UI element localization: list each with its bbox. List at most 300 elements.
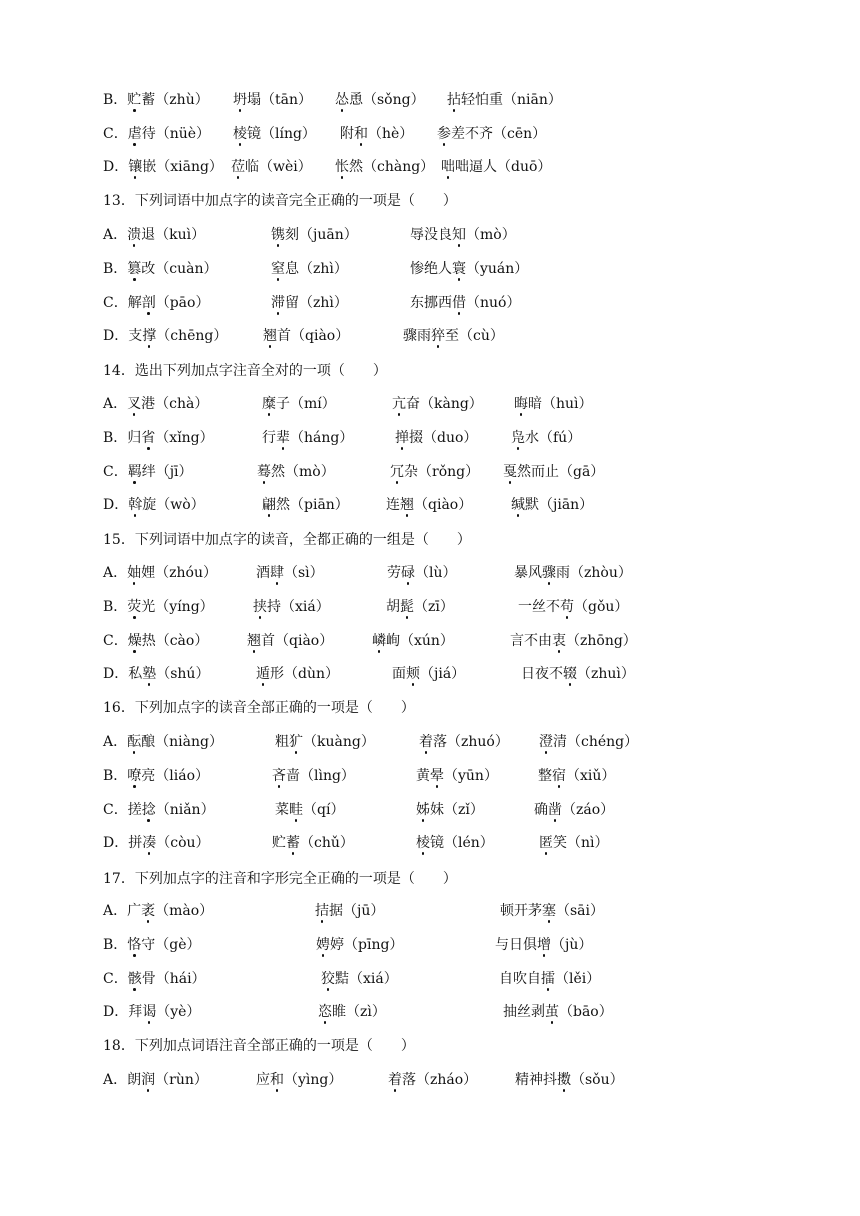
word-suffix: （háng） — [290, 430, 354, 446]
word-suffix: 咄逼人（duō） — [455, 159, 552, 175]
dotted-character: 翘 — [263, 319, 277, 353]
word-prefix: 暴风 — [514, 565, 542, 581]
word-prefix: 自吹自 — [499, 971, 541, 987]
word-item — [511, 421, 581, 455]
word-prefix: 抽丝剥 — [503, 1004, 545, 1020]
word-suffix: 子（mí） — [276, 396, 336, 412]
word-suffix: （kuàng） — [303, 734, 375, 750]
question-stem — [0, 354, 860, 388]
word-item — [256, 657, 339, 691]
dotted-character: 和 — [270, 1063, 284, 1097]
word-prefix: 贮 — [272, 835, 286, 851]
dotted-character: 恣 — [318, 995, 332, 1029]
word-prefix: D．支 — [103, 328, 143, 344]
dotted-character: 辍 — [563, 657, 577, 691]
word-prefix: B． — [103, 92, 128, 108]
word-item — [272, 759, 355, 793]
word-item — [103, 387, 208, 421]
word-item — [410, 252, 528, 286]
word-suffix: （chǔ） — [300, 835, 354, 851]
dotted-character: 糜 — [262, 387, 276, 421]
word-item — [416, 759, 498, 793]
word-item — [103, 759, 209, 793]
word-item — [386, 590, 454, 624]
word-item — [437, 117, 546, 151]
word-prefix: D． — [103, 159, 129, 175]
dotted-character: 翘 — [400, 488, 414, 522]
word-suffix: 酿（niàng） — [141, 734, 223, 750]
dotted-character: 溃 — [127, 218, 141, 252]
word-suffix: 然（mò） — [271, 464, 335, 480]
word-suffix: 镜（lén） — [430, 835, 494, 851]
word-prefix: 整 — [538, 768, 552, 784]
word-item — [103, 252, 218, 286]
dotted-character: 擞 — [557, 1063, 571, 1097]
dotted-character: 荧 — [127, 590, 141, 624]
dotted-character: 塞 — [542, 894, 556, 928]
word-suffix: 黠（xiá） — [335, 971, 398, 987]
word-prefix: 黄 — [416, 768, 430, 784]
question-text: 13．下列词语中加点字的读音完全正确的一项是（ ） — [103, 193, 457, 209]
word-prefix: 酒 — [256, 565, 270, 581]
word-item — [340, 117, 413, 151]
word-suffix: 首（qiào） — [277, 328, 350, 344]
word-suffix: 绊（jī） — [141, 464, 193, 480]
dotted-character: 澄 — [539, 725, 553, 759]
dotted-character: 猝 — [431, 319, 445, 353]
dotted-character: 掸 — [395, 421, 409, 455]
dotted-character: 苟 — [560, 590, 574, 624]
dotted-character: 滞 — [271, 286, 285, 320]
word-item — [386, 488, 472, 522]
question-text: 15．下列词语中加点字的读音，全都正确的一组是（ ） — [103, 532, 471, 548]
option-row — [0, 319, 860, 353]
dotted-character: 蓦 — [257, 455, 271, 489]
dotted-character: 棱 — [233, 117, 247, 151]
dotted-character: 凫 — [511, 421, 525, 455]
word-suffix: 恿（sǒng） — [349, 92, 425, 108]
word-item — [262, 387, 336, 421]
dotted-character: 润 — [141, 1063, 155, 1097]
word-suffix: 水（fú） — [525, 430, 582, 446]
word-item — [518, 590, 628, 624]
word-suffix: 默（jiān） — [525, 497, 594, 513]
word-item — [103, 995, 200, 1029]
word-prefix: B． — [103, 261, 128, 277]
dotted-character: 骤 — [542, 556, 556, 590]
option-row — [0, 928, 860, 962]
word-item — [103, 894, 213, 928]
word-item — [103, 117, 210, 151]
word-suffix: （yè） — [156, 1004, 201, 1020]
dotted-character: 借 — [452, 286, 466, 320]
word-item — [503, 995, 613, 1029]
word-suffix: 杂（rǒng） — [404, 464, 480, 480]
word-item — [416, 826, 494, 860]
word-item — [372, 624, 454, 658]
dotted-character: 参 — [437, 117, 451, 151]
word-prefix: 精神抖 — [515, 1072, 557, 1088]
word-prefix: C． — [103, 126, 128, 142]
word-item — [103, 624, 208, 658]
word-item — [103, 319, 227, 353]
word-suffix: （záo） — [562, 802, 615, 818]
word-item — [271, 218, 358, 252]
word-suffix: （lù） — [415, 565, 457, 581]
question-stem — [0, 523, 860, 557]
dotted-character: 亢 — [392, 387, 406, 421]
dotted-character: 嘹 — [127, 759, 141, 793]
word-item — [272, 826, 354, 860]
word-item — [515, 1063, 624, 1097]
word-prefix: D． — [103, 497, 129, 513]
word-item — [416, 793, 484, 827]
dotted-character: 挟 — [253, 590, 267, 624]
word-item — [321, 962, 398, 996]
dotted-character: 知 — [452, 218, 466, 252]
dotted-character: 虐 — [128, 117, 142, 151]
option-row — [0, 894, 860, 928]
dotted-character: 酝 — [127, 725, 141, 759]
question-stem — [0, 862, 860, 896]
word-suffix: （niǎn） — [155, 802, 215, 818]
word-suffix: 暗（huì） — [528, 396, 593, 412]
dotted-character: 嶙 — [372, 624, 386, 658]
word-suffix: （nuó） — [466, 295, 521, 311]
word-suffix: 光（yíng） — [141, 599, 214, 615]
word-item — [256, 1063, 342, 1097]
word-prefix: 劳 — [387, 565, 401, 581]
word-item — [315, 894, 384, 928]
word-item — [103, 556, 217, 590]
dotted-character: 塾 — [142, 657, 156, 691]
word-item — [103, 218, 205, 252]
word-item — [103, 657, 209, 691]
word-suffix: 骨（hái） — [141, 971, 206, 987]
word-prefix: 确 — [534, 802, 548, 818]
dotted-character: 翘 — [247, 624, 261, 658]
word-suffix: （zhōng） — [566, 633, 637, 649]
dotted-character: 翩 — [262, 488, 276, 522]
word-item — [271, 286, 348, 320]
question-text: 16．下列加点字的读音全部正确的一项是（ ） — [103, 700, 415, 716]
dotted-character: 髭 — [400, 590, 414, 624]
word-prefix: B． — [103, 768, 128, 784]
dotted-character: 拈 — [447, 83, 461, 117]
question-stem — [0, 691, 860, 725]
word-item — [275, 725, 375, 759]
word-prefix: 连 — [386, 497, 400, 513]
word-suffix: 息（zhì） — [285, 261, 348, 277]
dotted-character: 窒 — [271, 252, 285, 286]
word-suffix: （pāo） — [155, 295, 210, 311]
dotted-character: 颊 — [406, 657, 420, 691]
word-suffix: 镜（líng） — [247, 126, 316, 142]
word-prefix: 菜 — [275, 802, 289, 818]
word-suffix: （yuán） — [466, 261, 529, 277]
option-row — [0, 1063, 860, 1097]
word-suffix: （qí） — [303, 802, 345, 818]
word-suffix: 嵌（xiāng） — [142, 159, 223, 175]
word-suffix: （jù） — [551, 937, 593, 953]
dotted-character: 着 — [419, 725, 433, 759]
word-item — [103, 793, 215, 827]
word-prefix: 与日俱 — [495, 937, 537, 953]
word-suffix: （sāi） — [556, 903, 605, 919]
dotted-character: 谒 — [142, 995, 156, 1029]
word-item — [316, 928, 403, 962]
word-prefix: 顿开茅 — [500, 903, 542, 919]
word-suffix: （hè） — [368, 126, 414, 142]
word-suffix: 守（gè） — [141, 937, 201, 953]
word-prefix: B．归 — [103, 430, 142, 446]
word-prefix: 附 — [340, 126, 354, 142]
option-row — [0, 252, 860, 286]
option-row — [0, 218, 860, 252]
word-suffix: 蓄（zhù） — [141, 92, 209, 108]
word-suffix: 据（jū） — [329, 903, 385, 919]
word-suffix: 轻怕重（niān） — [461, 92, 562, 108]
word-suffix: 落（zhuó） — [433, 734, 509, 750]
word-prefix: 粗 — [275, 734, 289, 750]
word-suffix: 塌（tān） — [247, 92, 312, 108]
word-suffix: 然（piān） — [276, 497, 349, 513]
word-item — [521, 657, 635, 691]
word-item — [318, 995, 386, 1029]
word-prefix: D．拜 — [103, 1004, 143, 1020]
word-suffix: 港（chà） — [141, 396, 209, 412]
dotted-character: 衷 — [552, 624, 566, 658]
word-prefix: A． — [103, 396, 128, 412]
word-suffix: 亮（liáo） — [141, 768, 210, 784]
word-prefix: C． — [103, 464, 128, 480]
word-item — [103, 488, 205, 522]
word-item — [387, 556, 457, 590]
dotted-character: 匿 — [539, 826, 553, 860]
option-row — [0, 725, 860, 759]
option-row — [0, 962, 860, 996]
word-suffix: （bāo） — [559, 1004, 613, 1020]
word-suffix: 热（cào） — [141, 633, 209, 649]
word-suffix: （xǐng） — [155, 430, 214, 446]
dotted-character: 捻 — [142, 793, 156, 827]
question-text: 17．下列加点字的注音和字形完全正确的一项是（ ） — [103, 871, 457, 887]
option-row — [0, 826, 860, 860]
word-suffix: 刻（juān） — [285, 227, 358, 243]
word-suffix: 啬（lìng） — [286, 768, 355, 784]
word-suffix: 峋（xún） — [386, 633, 454, 649]
word-suffix: 差不齐（cēn） — [451, 126, 547, 142]
word-suffix: 婷（pīng） — [330, 937, 404, 953]
word-item — [275, 793, 344, 827]
option-row — [0, 556, 860, 590]
word-item — [514, 556, 632, 590]
word-suffix: （jiá） — [420, 666, 466, 682]
word-suffix: 掇（duo） — [409, 430, 478, 446]
word-suffix: （sǒu） — [571, 1072, 624, 1088]
word-suffix: 至（cù） — [445, 328, 504, 344]
question-text: 18．下列加点词语注音全部正确的一项是（ ） — [103, 1038, 415, 1054]
word-item — [257, 455, 335, 489]
word-item — [410, 218, 516, 252]
dotted-character: 茧 — [545, 995, 559, 1029]
word-suffix: （mào） — [155, 903, 214, 919]
word-prefix: 言不由 — [510, 633, 552, 649]
word-item — [103, 962, 206, 996]
word-item — [263, 319, 349, 353]
word-prefix: A．广 — [103, 903, 142, 919]
dotted-character: 镌 — [271, 218, 285, 252]
word-suffix: 形（dùn） — [270, 666, 339, 682]
dotted-character: 肆 — [270, 556, 284, 590]
word-item — [103, 725, 223, 759]
word-suffix: （xiǔ） — [566, 768, 616, 784]
dotted-character: 姊 — [416, 793, 430, 827]
word-item — [233, 83, 312, 117]
word-suffix: 持（xiá） — [267, 599, 330, 615]
dotted-character: 遁 — [256, 657, 270, 691]
word-suffix: （còu） — [156, 835, 210, 851]
word-suffix: （lěi） — [555, 971, 601, 987]
dotted-character: 畦 — [289, 793, 303, 827]
word-item — [103, 1063, 208, 1097]
word-suffix: （shú） — [156, 666, 210, 682]
dotted-character: 娉 — [316, 928, 330, 962]
dotted-character: 镶 — [128, 150, 142, 184]
dotted-character: 袤 — [141, 894, 155, 928]
word-suffix: 待（nüè） — [141, 126, 211, 142]
word-prefix: 日夜不 — [521, 666, 563, 682]
word-item — [271, 252, 348, 286]
option-row — [0, 455, 860, 489]
option-row — [0, 117, 860, 151]
word-item — [103, 455, 193, 489]
word-item — [441, 150, 551, 184]
question-stem — [0, 184, 860, 218]
word-item — [247, 624, 333, 658]
word-item — [253, 590, 330, 624]
word-prefix: 行 — [262, 430, 276, 446]
dotted-character: 羁 — [128, 455, 142, 489]
dotted-character: 犷 — [289, 725, 303, 759]
word-prefix: B． — [103, 937, 128, 953]
dotted-character: 燥 — [128, 624, 142, 658]
dotted-character: 棱 — [416, 826, 430, 860]
word-prefix: 辱没良 — [410, 227, 452, 243]
word-suffix: 落（zháo） — [402, 1072, 478, 1088]
word-item — [335, 150, 434, 184]
word-item — [534, 793, 614, 827]
word-suffix: 临（wèi） — [245, 159, 312, 175]
option-row — [0, 624, 860, 658]
word-prefix: 一丝不 — [518, 599, 560, 615]
word-prefix: C． — [103, 971, 128, 987]
word-prefix: C．解 — [103, 295, 142, 311]
word-prefix: A． — [103, 227, 128, 243]
word-suffix: 然（chàng） — [349, 159, 435, 175]
option-row — [0, 995, 860, 1029]
dotted-character: 拮 — [315, 894, 329, 928]
word-suffix: （yìng） — [284, 1072, 343, 1088]
dotted-character: 怅 — [335, 150, 349, 184]
dotted-character: 凿 — [548, 793, 562, 827]
dotted-character: 骸 — [128, 962, 142, 996]
dotted-character: 吝 — [272, 759, 286, 793]
word-suffix: 旋（wò） — [142, 497, 205, 513]
word-suffix: 然而止（gā） — [517, 464, 605, 480]
word-suffix: 改（cuàn） — [141, 261, 218, 277]
word-item — [392, 657, 465, 691]
word-item — [103, 928, 201, 962]
dotted-character: 怂 — [335, 83, 349, 117]
word-item — [419, 725, 509, 759]
word-prefix: A．朗 — [103, 1072, 142, 1088]
word-item — [390, 455, 479, 489]
question-text: 14．选出下列加点字注音全对的一项（ ） — [103, 363, 387, 379]
dotted-character: 篡 — [127, 252, 141, 286]
word-item — [103, 421, 214, 455]
option-row — [0, 793, 860, 827]
word-prefix: 胡 — [386, 599, 400, 615]
word-prefix: 应 — [256, 1072, 270, 1088]
dotted-character: 妯 — [127, 556, 141, 590]
word-item — [499, 962, 600, 996]
word-prefix: C．搓 — [103, 802, 142, 818]
word-item — [495, 928, 592, 962]
word-suffix: 娌（zhóu） — [141, 565, 217, 581]
word-item — [403, 319, 504, 353]
word-prefix: B． — [103, 599, 128, 615]
word-item — [388, 1063, 477, 1097]
dotted-character: 省 — [141, 421, 155, 455]
option-row — [0, 286, 860, 320]
word-suffix: （sì） — [284, 565, 324, 581]
word-item — [392, 387, 483, 421]
dotted-character: 和 — [354, 117, 368, 151]
option-row — [0, 150, 860, 184]
dotted-character: 恪 — [127, 928, 141, 962]
word-suffix: （zī） — [414, 599, 454, 615]
dotted-character: 晦 — [514, 387, 528, 421]
word-suffix: （zhuì） — [577, 666, 635, 682]
option-row — [0, 657, 860, 691]
dotted-character: 冗 — [390, 455, 404, 489]
word-suffix: 睢（zì） — [332, 1004, 386, 1020]
dotted-character: 撑 — [142, 319, 156, 353]
word-suffix: 笑（nì） — [553, 835, 609, 851]
word-item — [262, 421, 353, 455]
word-item — [103, 286, 209, 320]
word-item — [262, 488, 349, 522]
word-prefix: D．私 — [103, 666, 143, 682]
word-item — [447, 83, 562, 117]
question-stem — [0, 1029, 860, 1063]
word-suffix: （qiào） — [414, 497, 473, 513]
word-suffix: 妹（zǐ） — [430, 802, 484, 818]
dotted-character: 缄 — [511, 488, 525, 522]
word-suffix: 退（kuì） — [141, 227, 206, 243]
word-item — [500, 894, 604, 928]
dotted-character: 擂 — [541, 962, 555, 996]
option-row — [0, 421, 860, 455]
word-item — [256, 556, 324, 590]
dotted-character: 宿 — [552, 759, 566, 793]
dotted-character: 咄 — [441, 150, 455, 184]
word-item — [510, 624, 637, 658]
dotted-character: 狡 — [321, 962, 335, 996]
dotted-character: 晕 — [430, 759, 444, 793]
word-item — [539, 826, 609, 860]
